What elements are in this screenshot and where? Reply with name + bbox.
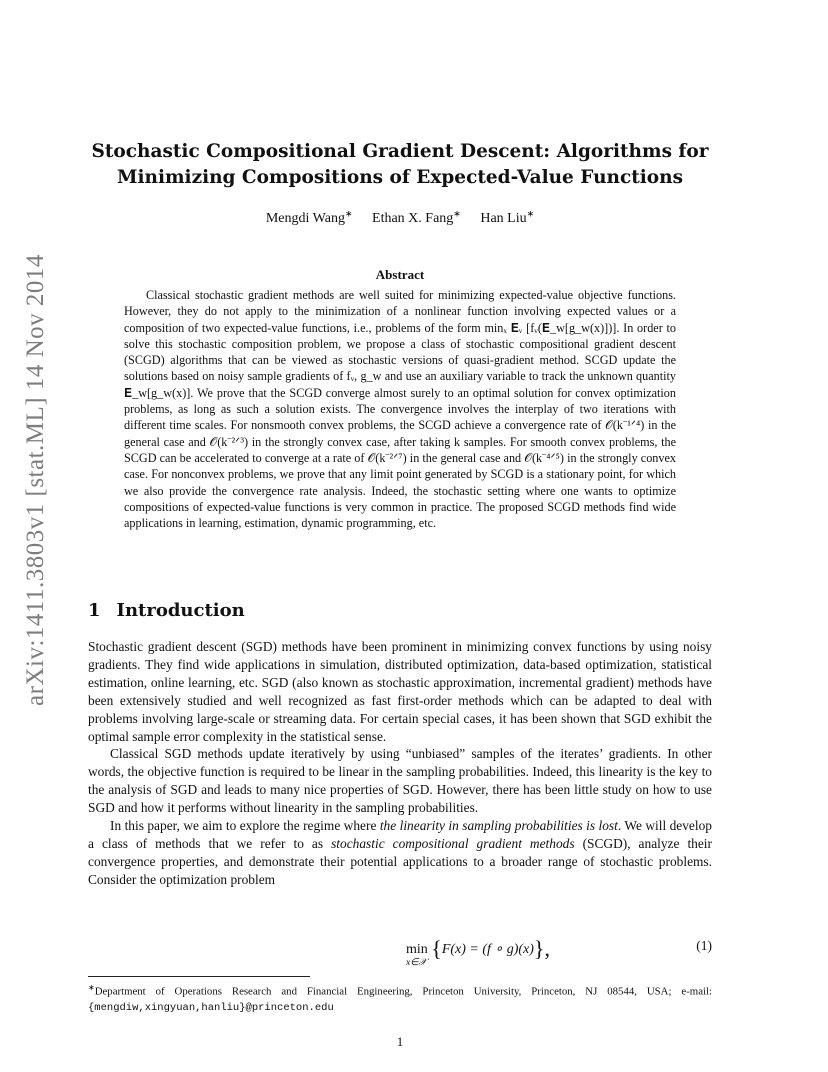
abstract-heading: Abstract [375,267,425,282]
equation-number: (1) [696,938,712,953]
footnote-emails: {mengdiw,xingyuan,hanliu}@princeton.edu [88,1001,334,1014]
paper-title [88,139,712,191]
author: Mengdi Wang∗ [265,208,353,226]
section-title: Introduction [116,600,245,621]
emphasis: the linearity in sampling probabilities is lost [379,818,618,834]
footnote-rule [88,976,310,977]
open-brace: { [431,936,442,961]
affiliation-mark: ∗ [526,208,535,218]
min-subscript: x∈𝒳 [406,958,427,968]
affiliation-mark: ∗ [344,208,353,218]
section-heading [88,600,245,621]
equation-body [406,936,550,968]
arxiv-identifier: arXiv:1411.3803v1 [stat.ML] 14 Nov 2014 [22,254,49,706]
close-brace: }, [533,936,550,961]
affiliation-mark: ∗ [453,208,461,218]
title-line-1: Stochastic Compositional Gradient Descent: Algorithms for [91,141,709,162]
author-list [88,208,712,227]
title-line-2: Minimizing Compositions of Expected-Value Functions [116,167,684,188]
equation-1 [88,936,712,972]
author: Ethan X. Fang∗ [372,208,461,226]
objective-expression: F(x) = (f ∘ g)(x) [441,942,534,957]
min-operator: min x∈𝒳 [406,942,428,968]
footnote-mark: ∗ [88,983,95,992]
emphasis: stochastic compositional gradient methods [331,835,575,851]
paragraph: Stochastic gradient descent (SGD) methods have been prominent in minimizing convex functions by using noisy gradients. They find wide applications in simulation, distributed optimization, data-based optimization, statistical estimation, online learning, etc. SGD (also known as stochastic approximation, incremental gradient) methods have been extensively studied and well recognized as fast first-order methods which can be adapted to deal with problems involving large-scale or streaming data. For certain special cases, it has been shown that SGD exhibit the optimal sample error complexity in the statistical sense. [88,639,712,744]
page-number: 1 [396,1034,404,1049]
introduction-body [88,638,712,889]
footnote-text: Department of Operations Research and Financial Engineering, Princeton University, Princeton, NJ 08544, USA; e-mail: [94,985,712,998]
section-number: 1 [88,600,101,621]
paragraph: In this paper, we aim to explore the regime where the linearity in sampling probabilities is lost. We will develop a class of methods that we refer to as stochastic compositional gradient methods (SCGD), analyze their convergence properties, and demonstrate their potential applications to a broader range of stochastic problems. Consider the optimization problem [88,818,712,887]
abstract-text: Classical stochastic gradient methods are well suited for minimizing expected-value objective functions. However, they do not apply to the minimization of a nonlinear function involving expected values or a composition of two expected-value functions, i.e., problems of the form minₓ 𝐄ᵥ [fᵥ(𝐄_w[g_w(x)])]. In order to solve this stochastic composition problem, we propose a class of stochastic compositional gradient descent (SCGD) algorithms that can be viewed as stochastic versions of quasi-gradient method. SCGD update the solutions based on noisy sample gradients of fᵥ, g_w and use an auxiliary variable to track the unknown quantity 𝐄_w[g_w(x)]. We prove that the SCGD converge almost surely to an optimal solution for convex optimization problems, as long as such a solution exists. The convergence involves the interplay of two iterations with different time scales. For nonsmooth convex problems, the SCGD achieve a convergence rate of 𝒪(k⁻¹ᐟ⁴) in the general case and 𝒪(k⁻²ᐟ³) in the strongly convex case, after taking k samples. For smooth convex problems, the SCGD can be accelerated to converge at a rate of 𝒪(k⁻²ᐟ⁷) in the general case and 𝒪(k⁻⁴ᐟ⁵) in the strongly convex case. For nonconvex problems, we prove that any limit point generated by SCGD is a stationary point, for which we also provide the convergence rate analysis. Indeed, the stochastic setting where one wants to optimize compositions of expected-value functions is very common in practice. The proposed SCGD methods find wide applications in learning, estimation, dynamic programming, etc. [124,288,676,531]
author: Han Liu∗ [480,208,535,226]
paragraph: Classical SGD methods update iteratively by using “unbiased” samples of the iterates’ gradients. In other words, the objective function is required to be linear in the sampling probabilities. Indeed, this linearity is the key to the analysis of SGD and leads to many nice properties of SGD. However, there has been little study on how to use SGD and how it performs without linearity in the sampling probabilities. [88,746,712,816]
footnote [88,980,712,1016]
